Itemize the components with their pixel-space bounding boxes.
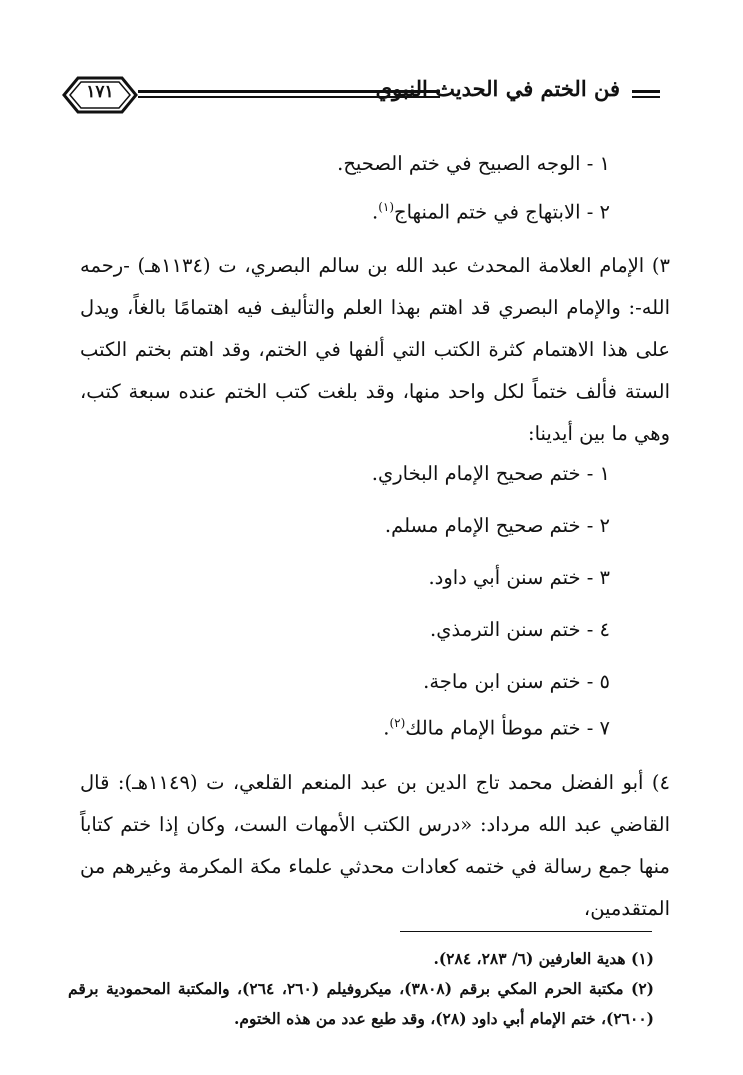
header-title: فن الختم في الحديث النبوي xyxy=(375,76,620,101)
running-header xyxy=(60,70,660,120)
footnote-separator xyxy=(400,931,652,932)
page-number: ١٧١ xyxy=(86,82,114,102)
list-item: ٣ - ختم سنن أبي داود. xyxy=(428,566,610,589)
paragraph-4: ٤) أبو الفضل محمد تاج الدين بن عبد المنعم القلعي، ت (١١٤٩هـ): قال القاضي عبد الله مرداد: «درس الكتب الأمهات الست، وكان إذا ختم كتاباً منها جمع رسالة في ختمه كعادات محدثي علماء مكة المكرمة وغيرهم من المتقدمين، xyxy=(80,771,670,920)
list-item: ١ - الوجه الصبيح في ختم الصحيح. xyxy=(337,152,610,175)
list-item: ٤ - ختم سنن الترمذي. xyxy=(430,618,610,641)
page-number-badge xyxy=(60,70,138,120)
footnotes xyxy=(68,944,654,1034)
list-item: ٥ - ختم سنن ابن ماجة. xyxy=(423,670,610,693)
list-item: ٢ - الابتهاج في ختم المنهاج$^{(١)}$. xyxy=(372,200,610,224)
header-rule xyxy=(138,90,440,98)
footnote-2: (٢) مكتبة الحرم المكي برقم (٣٨٠٨)، ميكروفيلم (٢٦٠، ٢٦٤)، والمكتبة المحمودية برقم (٢٦٠٠)، ختم الإمام أبي داود (٢٨)، وقد طبع عدد من هذه الختوم. xyxy=(68,979,655,1028)
paragraph-3: ٣) الإمام العلامة المحدث عبد الله بن سالم البصري، ت (١١٣٤هـ) -رحمه الله-: والإمام البصري قد اهتم بهذا العلم والتأليف فيه اهتمامًا بالغاً، ويدل على هذا الاهتمام كثرة الكتب التي ألفها في الختم، وقد اهتم بختم الكتب الستة فألف ختماً لكل واحد منها، وقد بلغت كتب الختم عنده سبعة كتب، وهي ما بين أيدينا: xyxy=(80,254,671,445)
footnote-ref: (٢) xyxy=(389,716,406,730)
footnote-1: (١) هدية العارفين (٦/ ٢٨٣، ٢٨٤). xyxy=(433,949,654,968)
header-rule-right xyxy=(632,90,660,98)
list-item: ٢ - ختم صحيح الإمام مسلم. xyxy=(384,514,610,537)
footnote-ref: (١) xyxy=(378,200,395,214)
list-item: ٧ - ختم موطأ الإمام مالك$^{(٢)}$. xyxy=(383,716,610,740)
list-item: ١ - ختم صحيح الإمام البخاري. xyxy=(371,462,610,485)
